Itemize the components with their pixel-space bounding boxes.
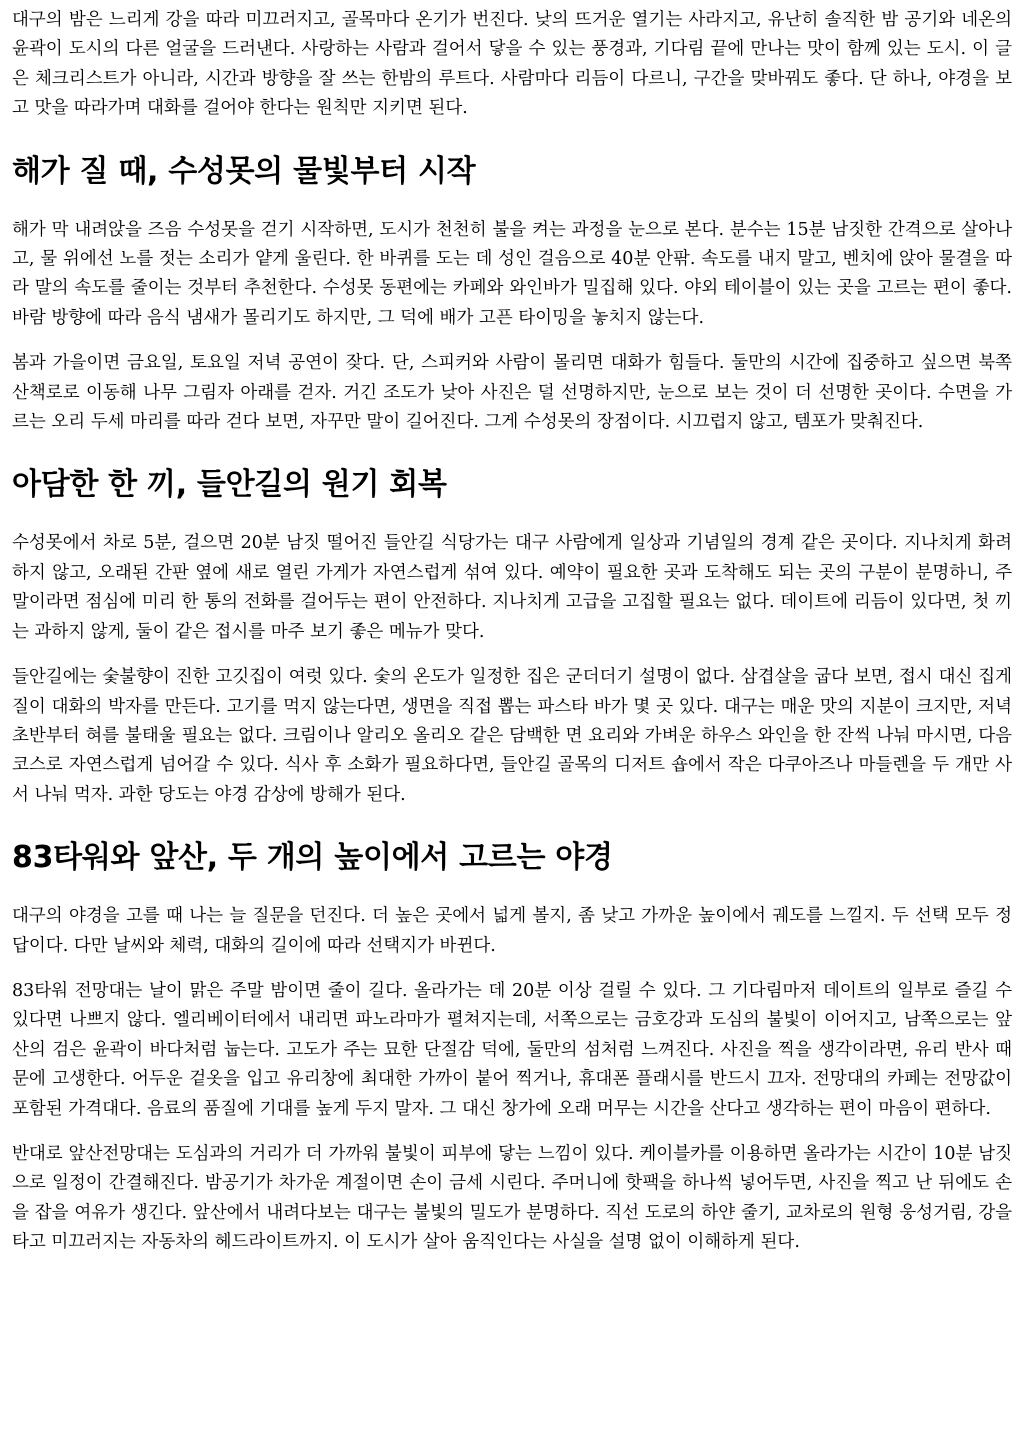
section-heading: 해가 질 때, 수성못의 물빛부터 시작 [12,153,476,189]
intro-paragraph: 대구의 밤은 느리게 강을 따라 미끄러지고, 골목마다 온기가 번진다. 낮의 뜨거운 열기는 사라지고, 유난히 솔직한 밤 공기와 네온의 윤곽이 도시의 다른 얼굴을 드러낸다. 사랑하는 사람과 걸어서 닿을 수 있는 풍경과, 기다림 끝에 만나는 맛이 함께 있는 도시. 이 글은 체크리스트가 아니라, 시간과 방향을 잘 쓰는 한밤의 루트다. 사람마다 리듬이 다르니, 구간을 맞바꿔도 좋다. 단 하나, 야경을 보고 맛을 따라가며 대화를 걸어야 한다는 원칙만 지키면 된다. [12,10,1012,119]
paragraph: 수성못에서 차로 5분, 걸으면 20분 남짓 떨어진 들안길 식당가는 대구 사람에게 일상과 기념일의 경계 같은 곳이다. 지나치게 화려하지 않고, 오래된 간판 옆에 새로 열린 가게가 자연스럽게 섞여 있다. 예약이 필요한 곳과 도착해도 되는 곳의 구분이 분명하니, 주말이라면 점심에 미리 한 통의 전화를 걸어두는 편이 안전하다. 지나치게 고급을 고집할 필요는 없다. 데이트에 리듬이 있다면, 첫 끼는 과하지 않게, 둘이 같은 접시를 마주 보기 좋은 메뉴가 맞다. [12,533,1012,642]
section-night-view [12,838,1012,1257]
paragraph: 봄과 가을이면 금요일, 토요일 저녁 공연이 잦다. 단, 스피커와 사람이 몰리면 대화가 힘들다. 둘만의 시간에 집중하고 싶으면 북쪽 산책로로 이동해 나무 그림자 아래를 걷자. 거긴 조도가 낮아 사진은 덜 선명하지만, 눈으로 보는 것이 더 선명한 곳이다. 수면을 가르는 오리 두세 마리를 따라 걷다 보면, 자꾸만 말이 길어진다. 그게 수성못의 장점이다. 시끄럽지 않고, 템포가 맞춰진다. [12,353,1012,433]
section-deulangil [12,465,1012,810]
paragraph: 83타워 전망대는 날이 맑은 주말 밤이면 줄이 길다. 올라가는 데 20분 이상 걸릴 수 있다. 그 기다림마저 데이트의 일부로 즐길 수 있다면 나쁘지 않다. 엘리베이터에서 내리면 파노라마가 펼쳐지는데, 서쪽으로는 금호강과 도심의 불빛이 이어지고, 남쪽으로는 앞산의 검은 윤곽이 바다처럼 눕는다. 고도가 주는 묘한 단절감 덕에, 둘만의 섬처럼 느껴진다. 사진을 찍을 생각이라면, 유리 반사 때문에 고생한다. 어두운 겉옷을 입고 유리창에 최대한 가까이 붙어 찍거나, 휴대폰 플래시를 반드시 끄자. 전망대의 카페는 전망값이 포함된 가격대다. 음료의 품질에 기대를 높게 두지 말자. 그 대신 창가에 오래 머무는 시간을 산다고 생각하는 편이 마음이 편하다. [12,980,1012,1119]
paragraph: 대구의 야경을 고를 때 나는 늘 질문을 던진다. 더 높은 곳에서 넓게 볼지, 좀 낮고 가까운 높이에서 궤도를 느낄지. 두 선택 모두 정답이다. 다만 날씨와 체력, 대화의 길이에 따라 선택지가 바뀐다. [12,906,1012,956]
paragraph: 반대로 앞산전망대는 도심과의 거리가 더 가까워 불빛이 피부에 닿는 느낌이 있다. 케이블카를 이용하면 올라가는 시간이 10분 남짓으로 일정이 간결해진다. 밤공기가 차가운 계절이면 손이 금세 시린다. 주머니에 핫팩을 하나씩 넣어두면, 사진을 찍고 난 뒤에도 손을 잡을 여유가 생긴다. 앞산에서 내려다보는 대구는 불빛의 밀도가 분명하다. 직선 도로의 하얀 줄기, 교차로의 원형 웅성거림, 강을 타고 미끄러지는 자동차의 헤드라이트까지. 이 도시가 살아 움직인다는 사실을 설명 없이 이해하게 된다. [12,1143,1012,1253]
paragraph: 해가 막 내려앉을 즈음 수성못을 걷기 시작하면, 도시가 천천히 불을 켜는 과정을 눈으로 본다. 분수는 15분 남짓한 간격으로 살아나고, 물 위에선 노를 젓는 소리가 얕게 울린다. 한 바퀴를 도는 데 성인 걸음으로 40분 안팎. 속도를 내지 말고, 벤치에 앉아 물결을 따라 말의 속도를 줄이는 것부터 추천한다. 수성못 동편에는 카페와 와인바가 밀집해 있다. 야외 테이블이 있는 곳을 고르는 편이 좋다. 바람 방향에 따라 음식 냄새가 몰리기도 하지만, 그 덕에 배가 고픈 타이밍을 놓치지 않는다. [12,219,1012,328]
section-heading: 83타워와 앞산, 두 개의 높이에서 고르는 야경 [12,840,613,876]
paragraph: 들안길에는 숯불향이 진한 고깃집이 여럿 있다. 숯의 온도가 일정한 집은 군더더기 설명이 없다. 삼겹살을 굽다 보면, 접시 대신 집게질이 대화의 박자를 만든다. 고기를 먹지 않는다면, 생면을 직접 뽑는 파스타 바가 몇 곳 있다. 대구는 매운 맛의 지분이 크지만, 저녁 초반부터 혀를 불태울 필요는 없다. 크림이나 알리오 올리오 같은 담백한 면 요리와 가벼운 하우스 와인을 한 잔씩 나눠 마시면, 다음 코스로 자연스럽게 넘어갈 수 있다. 식사 후 소화가 필요하다면, 들안길 골목의 디저트 숍에서 작은 다쿠아즈나 마들렌을 두 개만 사서 나눠 먹자. 과한 당도는 야경 감상에 방해가 된다. [12,667,1012,805]
section-heading: 아담한 한 끼, 들안길의 원기 회복 [12,467,447,503]
section-suseongmot [12,152,1012,438]
